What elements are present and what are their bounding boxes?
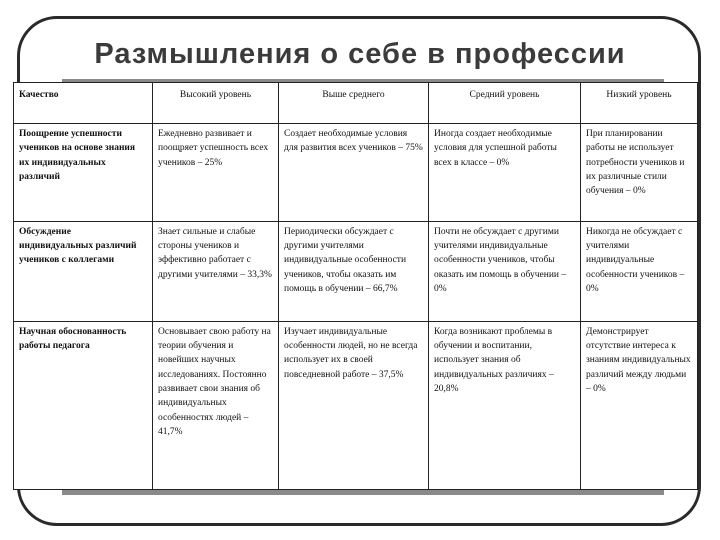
self-assessment-table: [13, 82, 698, 490]
table-row: [14, 321, 698, 489]
column-header-above-average: Выше среднего: [279, 83, 429, 124]
high-level-cell: Знает сильные и слабые стороны учеников и эффективно работает с другими учителями – 33,3%: [153, 221, 279, 321]
average-level-cell: Иногда создает необходимые условия для успешной работы всех в классе – 0%: [429, 124, 581, 222]
low-level-cell: Никогда не обсуждает с учителями индивидуальные особенности учеников – 0%: [581, 221, 698, 321]
low-level-cell: При планировании работы не использует потребности учеников и их различные стили обучения – 0%: [581, 124, 698, 222]
quality-cell: Научная обоснованность работы педагога: [14, 321, 153, 489]
average-level-cell: Почти не обсуждает с другими учителями индивидуальные особенности учеников, чтобы оказать им помощь в обучении – 0%: [429, 221, 581, 321]
column-header-quality: Качество: [14, 83, 153, 124]
column-header-high: Высокий уровень: [153, 83, 279, 124]
high-level-cell: Основывает свою работу на теории обучения и новейших научных исследованиях. Постоянно развивает свои знания об индивидуальных особенностях людей – 41,7%: [153, 321, 279, 489]
above-average-cell: Изучает индивидуальные особенности людей, но не всегда использует их в своей повседневной работе – 37,5%: [279, 321, 429, 489]
above-average-cell: Периодически обсуждает с другими учителями индивидуальные особенности учеников, чтобы оказать им помощь в обучении – 66,7%: [279, 221, 429, 321]
column-header-average: Средний уровень: [429, 83, 581, 124]
page-title: Размышления о себе в профессии: [94, 38, 626, 70]
quality-cell: Поощрение успешности учеников на основе знания их индивидуальных различий: [14, 124, 153, 222]
table-row: [14, 124, 698, 222]
above-average-cell: Создает необходимые условия для развития всех учеников – 75%: [279, 124, 429, 222]
high-level-cell: Ежедневно развивает и поощряет успешность всех учеников – 25%: [153, 124, 279, 222]
table-header-row: [14, 83, 698, 124]
table-row: [14, 221, 698, 321]
quality-cell: Обсуждение индивидуальных различий учеников с коллегами: [14, 221, 153, 321]
column-header-low: Низкий уровень: [581, 83, 698, 124]
low-level-cell: Демонстрирует отсутствие интереса к знаниям индивидуальных различий между людьми – 0%: [581, 321, 698, 489]
average-level-cell: Когда возникают проблемы в обучении и воспитании, использует знания об индивидуальных различиях – 20,8%: [429, 321, 581, 489]
